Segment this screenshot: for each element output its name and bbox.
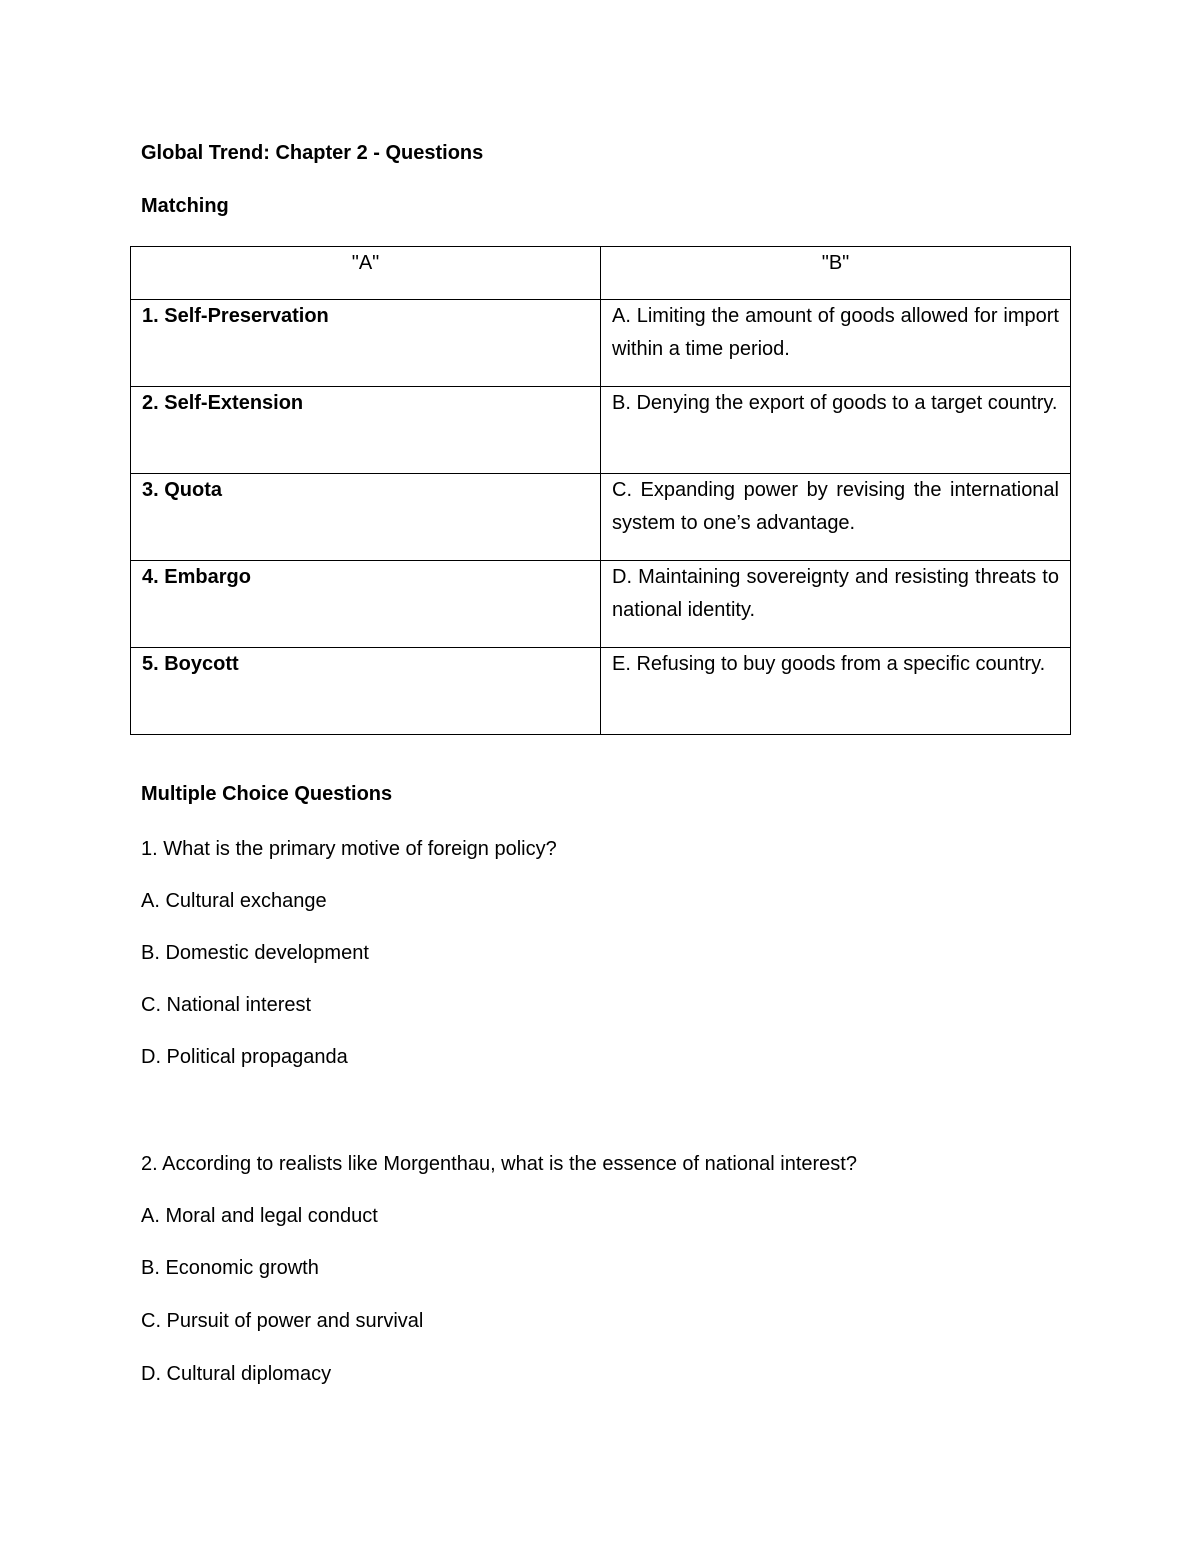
- matching-table: [130, 246, 1071, 735]
- question-1-option-c: C. National interest: [141, 994, 312, 1016]
- question-2-option-d: D. Cultural diplomacy: [141, 1363, 332, 1385]
- question-1-option-d: D. Political propaganda: [141, 1046, 348, 1068]
- table-row: [131, 648, 1071, 735]
- column-b-header: "B": [601, 247, 1071, 300]
- mcq-heading: Multiple Choice Questions: [141, 783, 393, 805]
- question-2-option-a: A. Moral and legal conduct: [141, 1205, 378, 1227]
- page-title: Global Trend: Chapter 2 - Questions: [141, 142, 484, 164]
- column-a-header: "A": [131, 247, 601, 300]
- table-row: [131, 387, 1071, 474]
- table-row: [131, 474, 1071, 561]
- question-2: 2. According to realists like Morgenthau, what is the essence of national interest?: [141, 1153, 857, 1175]
- question-1: 1. What is the primary motive of foreign policy?: [141, 838, 557, 860]
- matching-term: 2. Self-Extension: [131, 387, 601, 474]
- matching-definition: D. Maintaining sovereignty and resisting threats to national identity.: [601, 561, 1071, 648]
- matching-definition: B. Denying the export of goods to a target country.: [601, 387, 1071, 474]
- table-row: [131, 300, 1071, 387]
- table-header-row: [131, 247, 1071, 300]
- question-1-option-b: B. Domestic development: [141, 942, 369, 964]
- matching-definition: A. Limiting the amount of goods allowed for import within a time period.: [601, 300, 1071, 387]
- table-row: [131, 561, 1071, 648]
- question-2-option-b: B. Economic growth: [141, 1257, 319, 1279]
- matching-term: 4. Embargo: [131, 561, 601, 648]
- question-1-option-a: A. Cultural exchange: [141, 890, 327, 912]
- matching-definition: E. Refusing to buy goods from a specific country.: [601, 648, 1071, 735]
- matching-definition: C. Expanding power by revising the international system to one’s advantage.: [601, 474, 1071, 561]
- matching-term: 3. Quota: [131, 474, 601, 561]
- matching-term: 1. Self-Preservation: [131, 300, 601, 387]
- matching-term: 5. Boycott: [131, 648, 601, 735]
- matching-heading: Matching: [141, 195, 229, 217]
- question-2-option-c: C. Pursuit of power and survival: [141, 1310, 424, 1332]
